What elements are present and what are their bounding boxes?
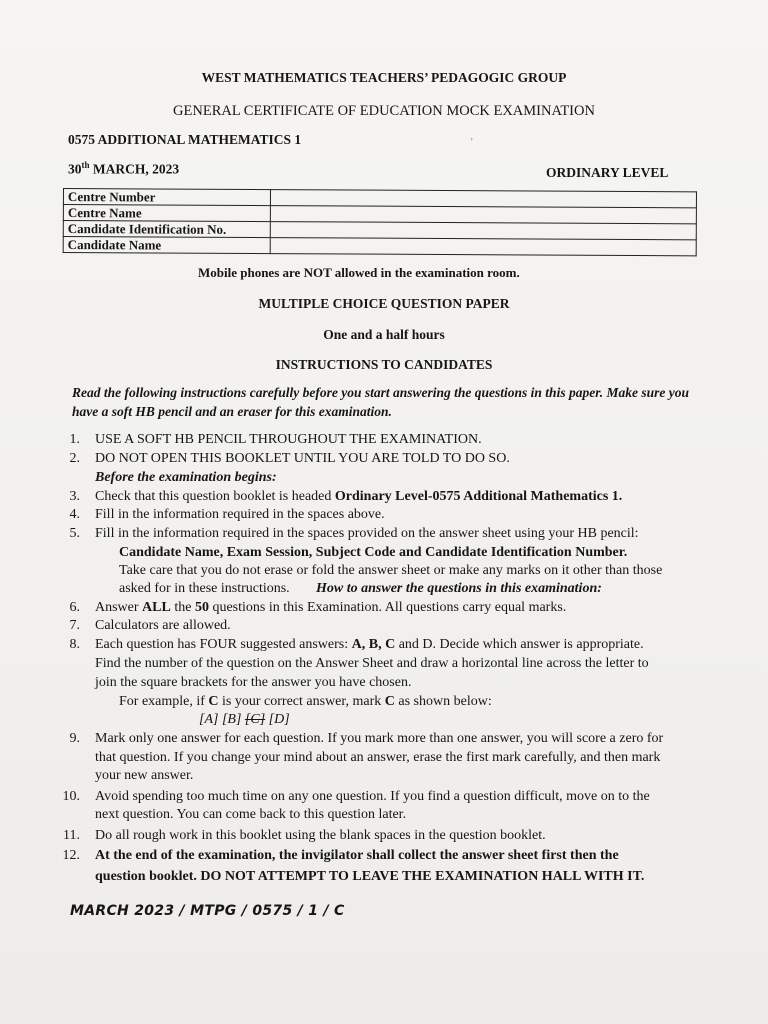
before-exam-subheading: Before the examination begins:: [95, 470, 277, 485]
instruction-10: Avoid spending too much time on any one question. If you find a question difficult, move on to the: [95, 789, 650, 804]
instruction-8-a: Each question has FOUR suggested answers:: [95, 637, 352, 652]
instructions-heading: INSTRUCTIONS TO CANDIDATES: [275, 357, 493, 372]
instruction-3-paper: Ordinary Level-0575 Additional Mathematics 1.: [334, 489, 623, 504]
instruction-6-c: the: [170, 600, 195, 615]
instruction-6-all: ALL: [142, 600, 171, 615]
exam-date: [68, 160, 179, 178]
mobile-phone-notice: Mobile phones are NOT allowed in the examination room.: [198, 265, 520, 280]
instruction-9: Mark only one answer for each question. If you mark more than one answer, you will score a zero for: [95, 731, 664, 746]
instruction-11: Do all rough work in this booklet using the blank spaces in the question booklet.: [95, 828, 546, 843]
instruction-number: 12.: [62, 848, 80, 863]
instruction-6-count: 50: [194, 600, 209, 615]
instruction-12: At the end of the examination, the invigilator shall collect the answer sheet first then the: [95, 848, 619, 863]
instruction-6-a: Answer: [95, 600, 143, 615]
instruction-number: 7.: [69, 618, 80, 633]
instruction-5-fields: Candidate Name, Exam Session, Subject Code and Candidate Identification Number.: [119, 545, 628, 560]
instruction-10-line2: next question. You can come back to this question later.: [95, 807, 407, 822]
example-letter: C: [208, 694, 219, 709]
candidate-id-label: Candidate Identification No.: [63, 221, 270, 238]
instruction-number: 3.: [69, 489, 80, 504]
instruction-5-line3: asked for in these instructions.: [119, 581, 290, 596]
example-letter: C: [384, 694, 395, 709]
how-to-answer-subheading: How to answer the questions in this examination:: [316, 581, 602, 596]
instruction-number: 1.: [69, 432, 80, 447]
instruction-2: DO NOT OPEN THIS BOOKLET UNTIL YOU ARE TOLD TO DO SO.: [95, 451, 510, 466]
instruction-9-line2: that question. If you change your mind about an answer, erase the first mark carefully, and then mark: [95, 750, 661, 765]
instruction-8: [95, 637, 644, 653]
instruction-7: Calculators are allowed.: [95, 618, 231, 633]
option-d: [D]: [268, 712, 290, 727]
instruction-3: [95, 489, 622, 505]
date-month-year: MARCH, 2023: [89, 161, 180, 177]
instruction-number: 5.: [69, 526, 80, 541]
centre-number-label: Centre Number: [63, 189, 270, 206]
instruction-6-e: questions in this Examination. All questions carry equal marks.: [208, 600, 567, 615]
instruction-1: USE A SOFT HB PENCIL THROUGHOUT THE EXAMINATION.: [95, 432, 482, 447]
instruction-9-line3: your new answer.: [95, 768, 194, 783]
example-c: is your correct answer, mark: [218, 694, 385, 709]
candidate-name-field[interactable]: [270, 238, 696, 256]
paper-reference-footer: MARCH 2023 / MTPG / 0575 / 1 / C: [70, 903, 345, 919]
candidate-name-label: Candidate Name: [63, 237, 270, 254]
instruction-number: 11.: [63, 828, 80, 843]
instruction-number: 2.: [69, 451, 80, 466]
instruction-8-example: [119, 694, 492, 710]
paper-title: 0575 ADDITIONAL MATHEMATICS 1: [68, 132, 302, 147]
date-suffix: th: [81, 160, 90, 170]
instruction-8-line2: Find the number of the question on the Answer Sheet and draw a horizontal line across the letter to: [95, 656, 649, 671]
instruction-12-line2: question booklet. DO NOT ATTEMPT TO LEAVE THE EXAMINATION HALL WITH IT.: [95, 869, 645, 884]
instruction-number: 6.: [69, 600, 80, 615]
duration: One and a half hours: [323, 327, 445, 342]
instruction-number: 4.: [69, 507, 80, 522]
instruction-4: Fill in the information required in the spaces above.: [95, 507, 385, 522]
example-a: For example, if: [119, 694, 209, 709]
instruction-3-text: Check that this question booklet is headed: [95, 489, 335, 504]
option-b: [B]: [221, 712, 242, 727]
option-c-marked: [C]: [244, 712, 266, 727]
candidate-info-table: [63, 188, 697, 256]
paper-type: MULTIPLE CHOICE QUESTION PAPER: [258, 296, 510, 311]
example-answer-options: [199, 712, 290, 728]
instruction-number: 8.: [69, 637, 80, 652]
instructions-intro: Read the following instructions carefully before you start answering the questions in this paper. Make sure you have a soft HB pencil and an eraser for this examination.: [72, 385, 689, 419]
instruction-6: [95, 600, 566, 616]
option-a: [A]: [199, 712, 219, 727]
organisation-title: WEST MATHEMATICS TEACHERS’ PEDAGOGIC GROUP: [201, 70, 567, 85]
instruction-5-line2: Take care that you do not erase or fold the answer sheet or make any marks on it other than those: [119, 563, 663, 578]
table-row: [63, 237, 696, 256]
instruction-number: 9.: [69, 731, 80, 746]
instruction-8-options: A, B, C: [351, 637, 396, 652]
exam-title: GENERAL CERTIFICATE OF EDUCATION MOCK EXAMINATION: [173, 103, 595, 119]
example-e: as shown below:: [394, 694, 492, 709]
date-day: 30: [68, 161, 82, 177]
centre-name-label: Centre Name: [63, 205, 270, 222]
stray-pen-mark: ʼ: [470, 137, 474, 148]
instruction-8-c: and D. Decide which answer is appropriate.: [395, 637, 644, 652]
instruction-8-line3: join the square brackets for the answer you have chosen.: [95, 675, 412, 690]
instruction-5: Fill in the information required in the spaces provided on the answer sheet using your HB pencil:: [95, 526, 639, 541]
exam-level: ORDINARY LEVEL: [546, 165, 669, 180]
instruction-number: 10.: [62, 789, 80, 804]
